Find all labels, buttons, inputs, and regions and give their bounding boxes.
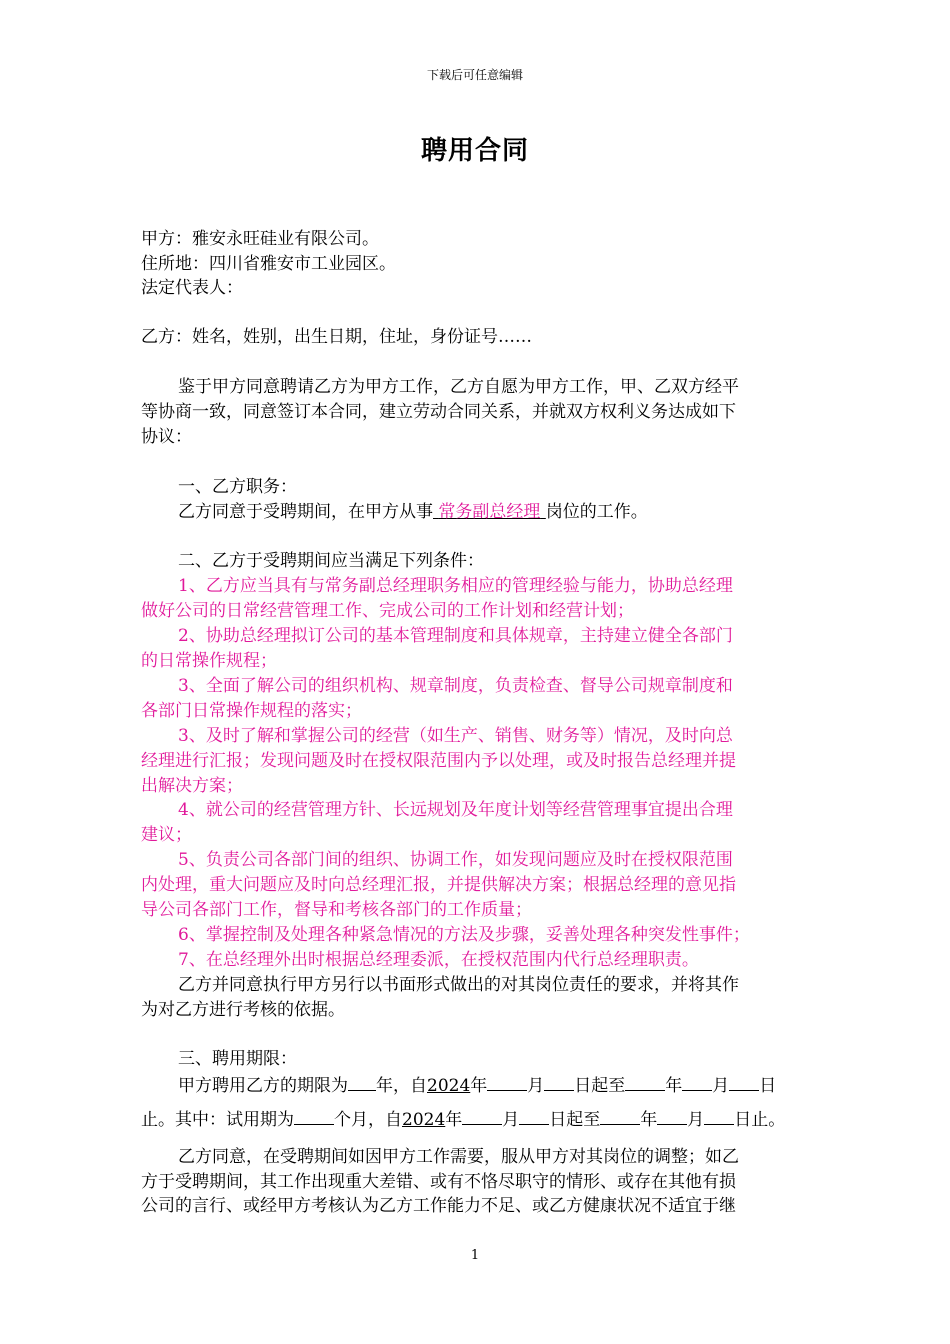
term-years-blank [348, 1072, 376, 1091]
condition-line: 做好公司的日常经营管理工作、完成公司的工作计划和经营计划； [141, 601, 634, 621]
probation-end-day-blank [704, 1106, 734, 1125]
party-a-name: 甲方：雅安永旺硅业有限公司。 [141, 229, 379, 249]
condition-line: 2、协助总经理拟订公司的基本管理制度和具体规章，主持建立健全各部门 [178, 626, 733, 646]
probation-start-year: 2024 [402, 1110, 446, 1130]
adjustment-line: 公司的言行、或经甲方考核认为乙方工作能力不足、或乙方健康状况不适宜于继 [141, 1196, 736, 1216]
condition-line: 导公司各部门工作，督导和考核各部门的工作质量； [141, 900, 532, 920]
section1-position-underline [433, 502, 546, 522]
term-text: 日止。 [734, 1110, 786, 1130]
condition-line: 各部门日常操作规程的落实； [141, 701, 362, 721]
section1-body-pre: 乙方同意于受聘期间，在甲方从事 [178, 502, 433, 522]
start-day-blank [544, 1072, 574, 1091]
term-text: 年 [445, 1110, 463, 1130]
end-day-blank [729, 1072, 759, 1091]
term-text: 月 [712, 1076, 730, 1096]
preamble-line: 鉴于甲方同意聘请乙方为甲方工作，乙方自愿为甲方工作，甲、乙双方经平 [178, 377, 739, 397]
condition-line: 5、负责公司各部门间的组织、协调工作，如发现问题应及时在授权限范围 [178, 850, 733, 870]
preamble-line: 协议： [141, 427, 192, 447]
term-text: 月 [502, 1110, 520, 1130]
party-a-representative: 法定代表人： [141, 278, 243, 298]
end-month-blank [682, 1072, 712, 1091]
term-text: 月 [527, 1076, 545, 1096]
probation-start-day-blank [519, 1106, 549, 1125]
condition-line: 4、就公司的经营管理方针、长远规划及年度计划等经营管理事宜提出合理 [178, 800, 733, 820]
term-text: 止。其中：试用期为 [141, 1110, 294, 1130]
party-a-address: 住所地：四川省雅安市工业园区。 [141, 254, 396, 274]
position-title: 常务副总经理 [438, 502, 541, 522]
document-title: 聘用合同 [420, 136, 529, 166]
probation-months-blank [294, 1106, 334, 1125]
term-text: 个月，自 [334, 1110, 402, 1130]
term-text: 年，自 [376, 1076, 427, 1096]
section1-body [178, 500, 813, 524]
condition-line: 6、掌握控制及处理各种紧急情况的方法及步骤，妥善处理各种突发性事件； [178, 925, 750, 945]
condition-line: 的日常操作规程； [141, 651, 277, 671]
section3-heading: 三、聘用期限： [178, 1049, 297, 1069]
condition-line: 3、全面了解公司的组织机构、规章制度，负责检查、督导公司规章制度和 [178, 676, 733, 696]
condition-line: 内处理，重大问题应及时向总经理汇报，并提供解决方案；根据总经理的意见指 [141, 875, 736, 895]
page-number: 1 [470, 1248, 480, 1263]
term-line-2 [141, 1106, 813, 1132]
term-text: 年 [665, 1076, 683, 1096]
term-text: 日 [759, 1076, 777, 1096]
condition-line: 经理进行汇报；发现问题及时在授权限范围内予以处理，或及时报告总经理并提 [141, 751, 736, 771]
section1-body-post: 岗位的工作。 [545, 502, 648, 522]
start-year: 2024 [427, 1076, 471, 1096]
probation-end-month-blank [657, 1106, 687, 1125]
condition-line: 7、在总经理外出时根据总经理委派，在授权范围内代行总经理职责。 [178, 950, 699, 970]
party-b-info: 乙方：姓名，姓别，出生日期，住址，身份证号…… [141, 327, 532, 347]
condition-line: 出解决方案； [141, 776, 243, 796]
section2-extra-line: 为对乙方进行考核的依据。 [141, 1000, 345, 1020]
condition-line: 3、及时了解和掌握公司的经营（如生产、销售、财务等）情况，及时向总 [178, 726, 733, 746]
term-text: 年 [640, 1110, 658, 1130]
term-text: 月 [687, 1110, 705, 1130]
term-text: 日起至 [549, 1110, 601, 1130]
start-month-blank [487, 1072, 527, 1091]
term-text: 年 [470, 1076, 488, 1096]
condition-line: 1、乙方应当具有与常务副总经理职务相应的管理经验与能力，协助总经理 [178, 576, 733, 596]
end-year-blank [625, 1072, 665, 1091]
preamble-line: 等协商一致，同意签订本合同，建立劳动合同关系，并就双方权利义务达成如下 [141, 402, 736, 422]
term-text: 甲方聘用乙方的期限为 [178, 1076, 348, 1096]
adjustment-line: 乙方同意，在受聘期间如因甲方工作需要，服从甲方对其岗位的调整；如乙 [178, 1147, 739, 1167]
header-note: 下载后可任意编辑 [426, 68, 523, 82]
probation-start-month-blank [462, 1106, 502, 1125]
section2-extra-line: 乙方并同意执行甲方另行以书面形式做出的对其岗位责任的要求，并将其作 [178, 975, 739, 995]
section1-heading: 一、乙方职务： [178, 477, 297, 497]
probation-end-year-blank [600, 1106, 640, 1125]
term-text: 日起至 [574, 1076, 626, 1096]
term-line-1 [178, 1072, 813, 1098]
condition-line: 建议； [141, 825, 192, 845]
section2-heading: 二、乙方于受聘期间应当满足下列条件： [178, 551, 484, 571]
adjustment-line: 方于受聘期间，其工作出现重大差错、或有不恪尽职守的情形、或存在其他有损 [141, 1172, 736, 1192]
